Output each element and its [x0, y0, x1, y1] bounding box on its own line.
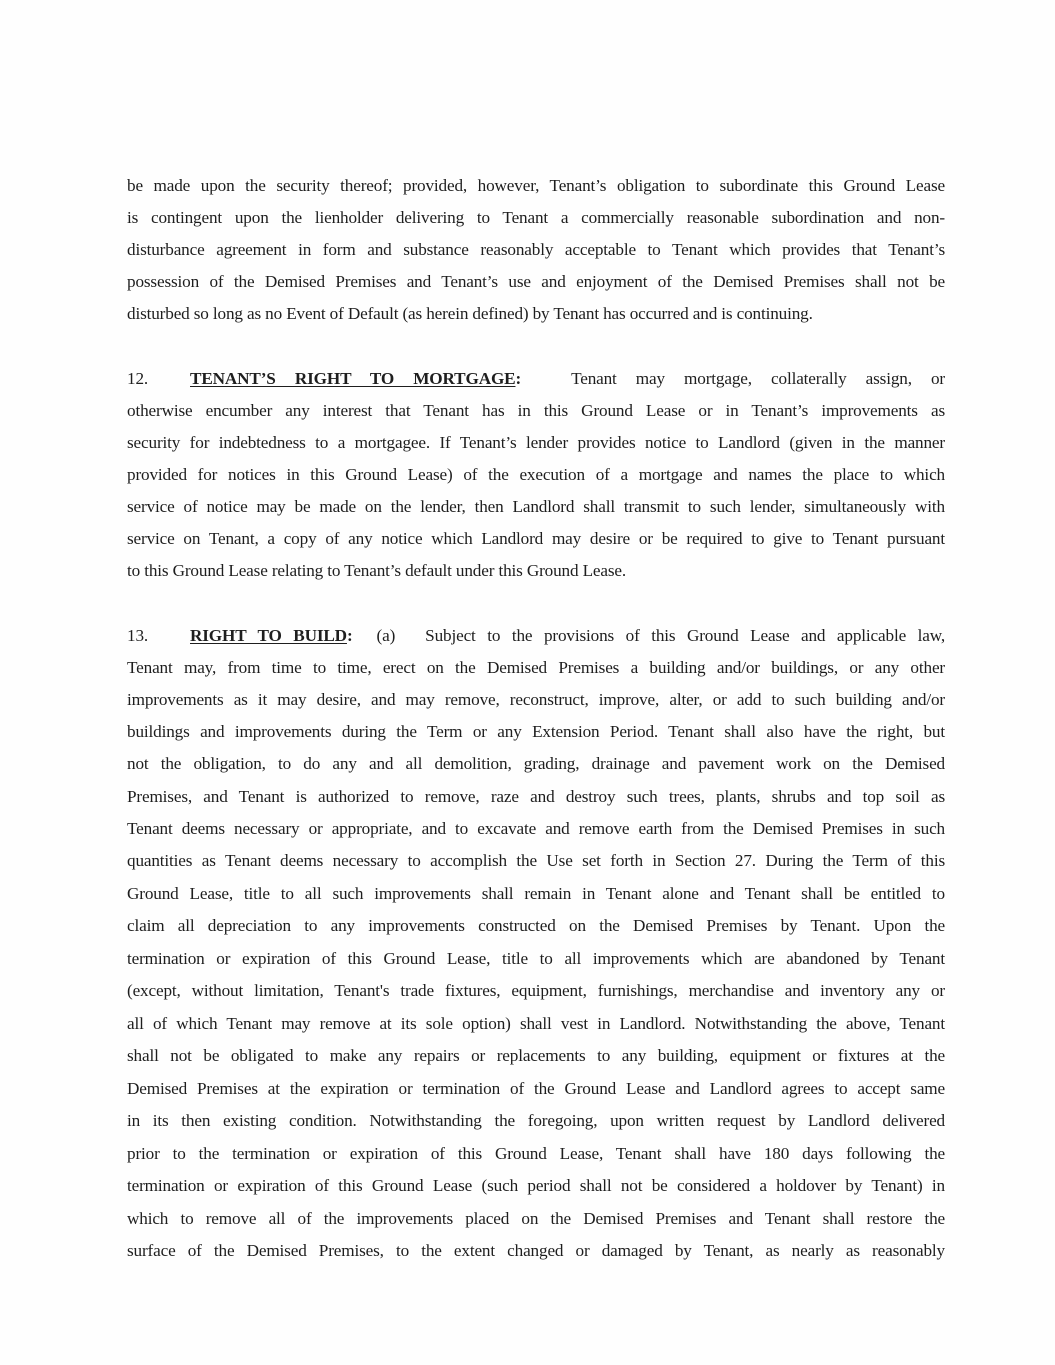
section-first-line-text: Subject to the provisions of this Ground Lease and applicable law, [425, 626, 945, 645]
section-heading-line [127, 625, 945, 647]
text-line: disturbed so long as no Event of Default (as herein defined) by Tenant has occurred and is continuing. [127, 304, 813, 323]
heading-colon: : [515, 369, 522, 388]
text-line: not the obligation, to do any and all demolition, grading, drainage and pavement work on the Demised [127, 754, 945, 773]
text-line: quantities as Tenant deems necessary to accomplish the Use set forth in Section 27. During the Term of this [127, 851, 945, 870]
text-line: prior to the termination or expiration of this Ground Lease, Tenant shall have 180 days following the [127, 1144, 945, 1163]
text-line: shall not be obligated to make any repairs or replacements to any building, equipment or fixtures at the [127, 1046, 945, 1065]
section-heading-line [127, 368, 945, 390]
text-line: (except, without limitation, Tenant's trade fixtures, equipment, furnishings, merchandise and inventory any or [127, 981, 945, 1000]
text-line: to this Ground Lease relating to Tenant’s default under this Ground Lease. [127, 561, 627, 580]
text-line: is contingent upon the lienholder delivering to Tenant a commercially reasonable subordination and non- [127, 208, 945, 227]
section-heading: RIGHT TO BUILD [190, 626, 347, 645]
text-line: Ground Lease, title to all such improvements shall remain in Tenant alone and Tenant shall be entitled to [127, 884, 945, 903]
text-line: which to remove all of the improvements placed on the Demised Premises and Tenant shall restore the [127, 1209, 945, 1228]
section-number: 12. [127, 369, 149, 388]
text-line: Premises, and Tenant is authorized to remove, raze and destroy such trees, plants, shrubs and top soil as [127, 787, 945, 806]
text-line: otherwise encumber any interest that Tenant has in this Ground Lease or in Tenant’s improvements as [127, 401, 945, 420]
text-line: in its then existing condition. Notwithstanding the foregoing, upon written request by Landlord delivered [127, 1111, 945, 1130]
text-line: Demised Premises at the expiration or termination of the Ground Lease and Landlord agrees to accept same [127, 1079, 945, 1098]
text-line: surface of the Demised Premises, to the extent changed or damaged by Tenant, as nearly as reasonably [127, 1241, 945, 1260]
subsection-label: (a) [376, 626, 396, 645]
section-first-line-text: Tenant may mortgage, collaterally assign, or [571, 369, 945, 388]
text-line: disturbance agreement in form and substance reasonably acceptable to Tenant which provides that Tenant’s [127, 240, 945, 259]
text-line: provided for notices in this Ground Lease) of the execution of a mortgage and names the place to which [127, 465, 945, 484]
text-line: Tenant deems necessary or appropriate, and to excavate and remove earth from the Demised Premises in such [127, 819, 945, 838]
text-line: termination or expiration of this Ground Lease (such period shall not be considered a holdover by Tenant) in [127, 1176, 945, 1195]
text-line: all of which Tenant may remove at its sole option) shall vest in Landlord. Notwithstanding the above, Tenant [127, 1014, 945, 1033]
text-line: be made upon the security thereof; provided, however, Tenant’s obligation to subordinate this Ground Lease [127, 176, 945, 195]
text-line: security for indebtedness to a mortgagee. If Tenant’s lender provides notice to Landlord (given in the manner [127, 433, 945, 452]
text-line: service on Tenant, a copy of any notice which Landlord may desire or be required to give to Tenant pursuant [127, 529, 945, 548]
text-line: service of notice may be made on the lender, then Landlord shall transmit to such lender, simultaneously with [127, 497, 945, 516]
heading-colon: : [346, 626, 353, 645]
text-line: improvements as it may desire, and may remove, reconstruct, improve, alter, or add to such building and/or [127, 690, 945, 709]
text-line: termination or expiration of this Ground Lease, title to all improvements which are abandoned by Tenant [127, 949, 945, 968]
text-line: possession of the Demised Premises and Tenant’s use and enjoyment of the Demised Premises shall not be [127, 272, 945, 291]
text-line: claim all depreciation to any improvements constructed on the Demised Premises by Tenant. Upon the [127, 916, 945, 935]
section-heading: TENANT’S RIGHT TO MORTGAGE [190, 369, 516, 388]
section-number: 13. [127, 626, 149, 645]
text-line: Tenant may, from time to time, erect on the Demised Premises a building and/or buildings, or any other [127, 658, 945, 677]
text-line: buildings and improvements during the Term or any Extension Period. Tenant shall also have the right, but [127, 722, 945, 741]
